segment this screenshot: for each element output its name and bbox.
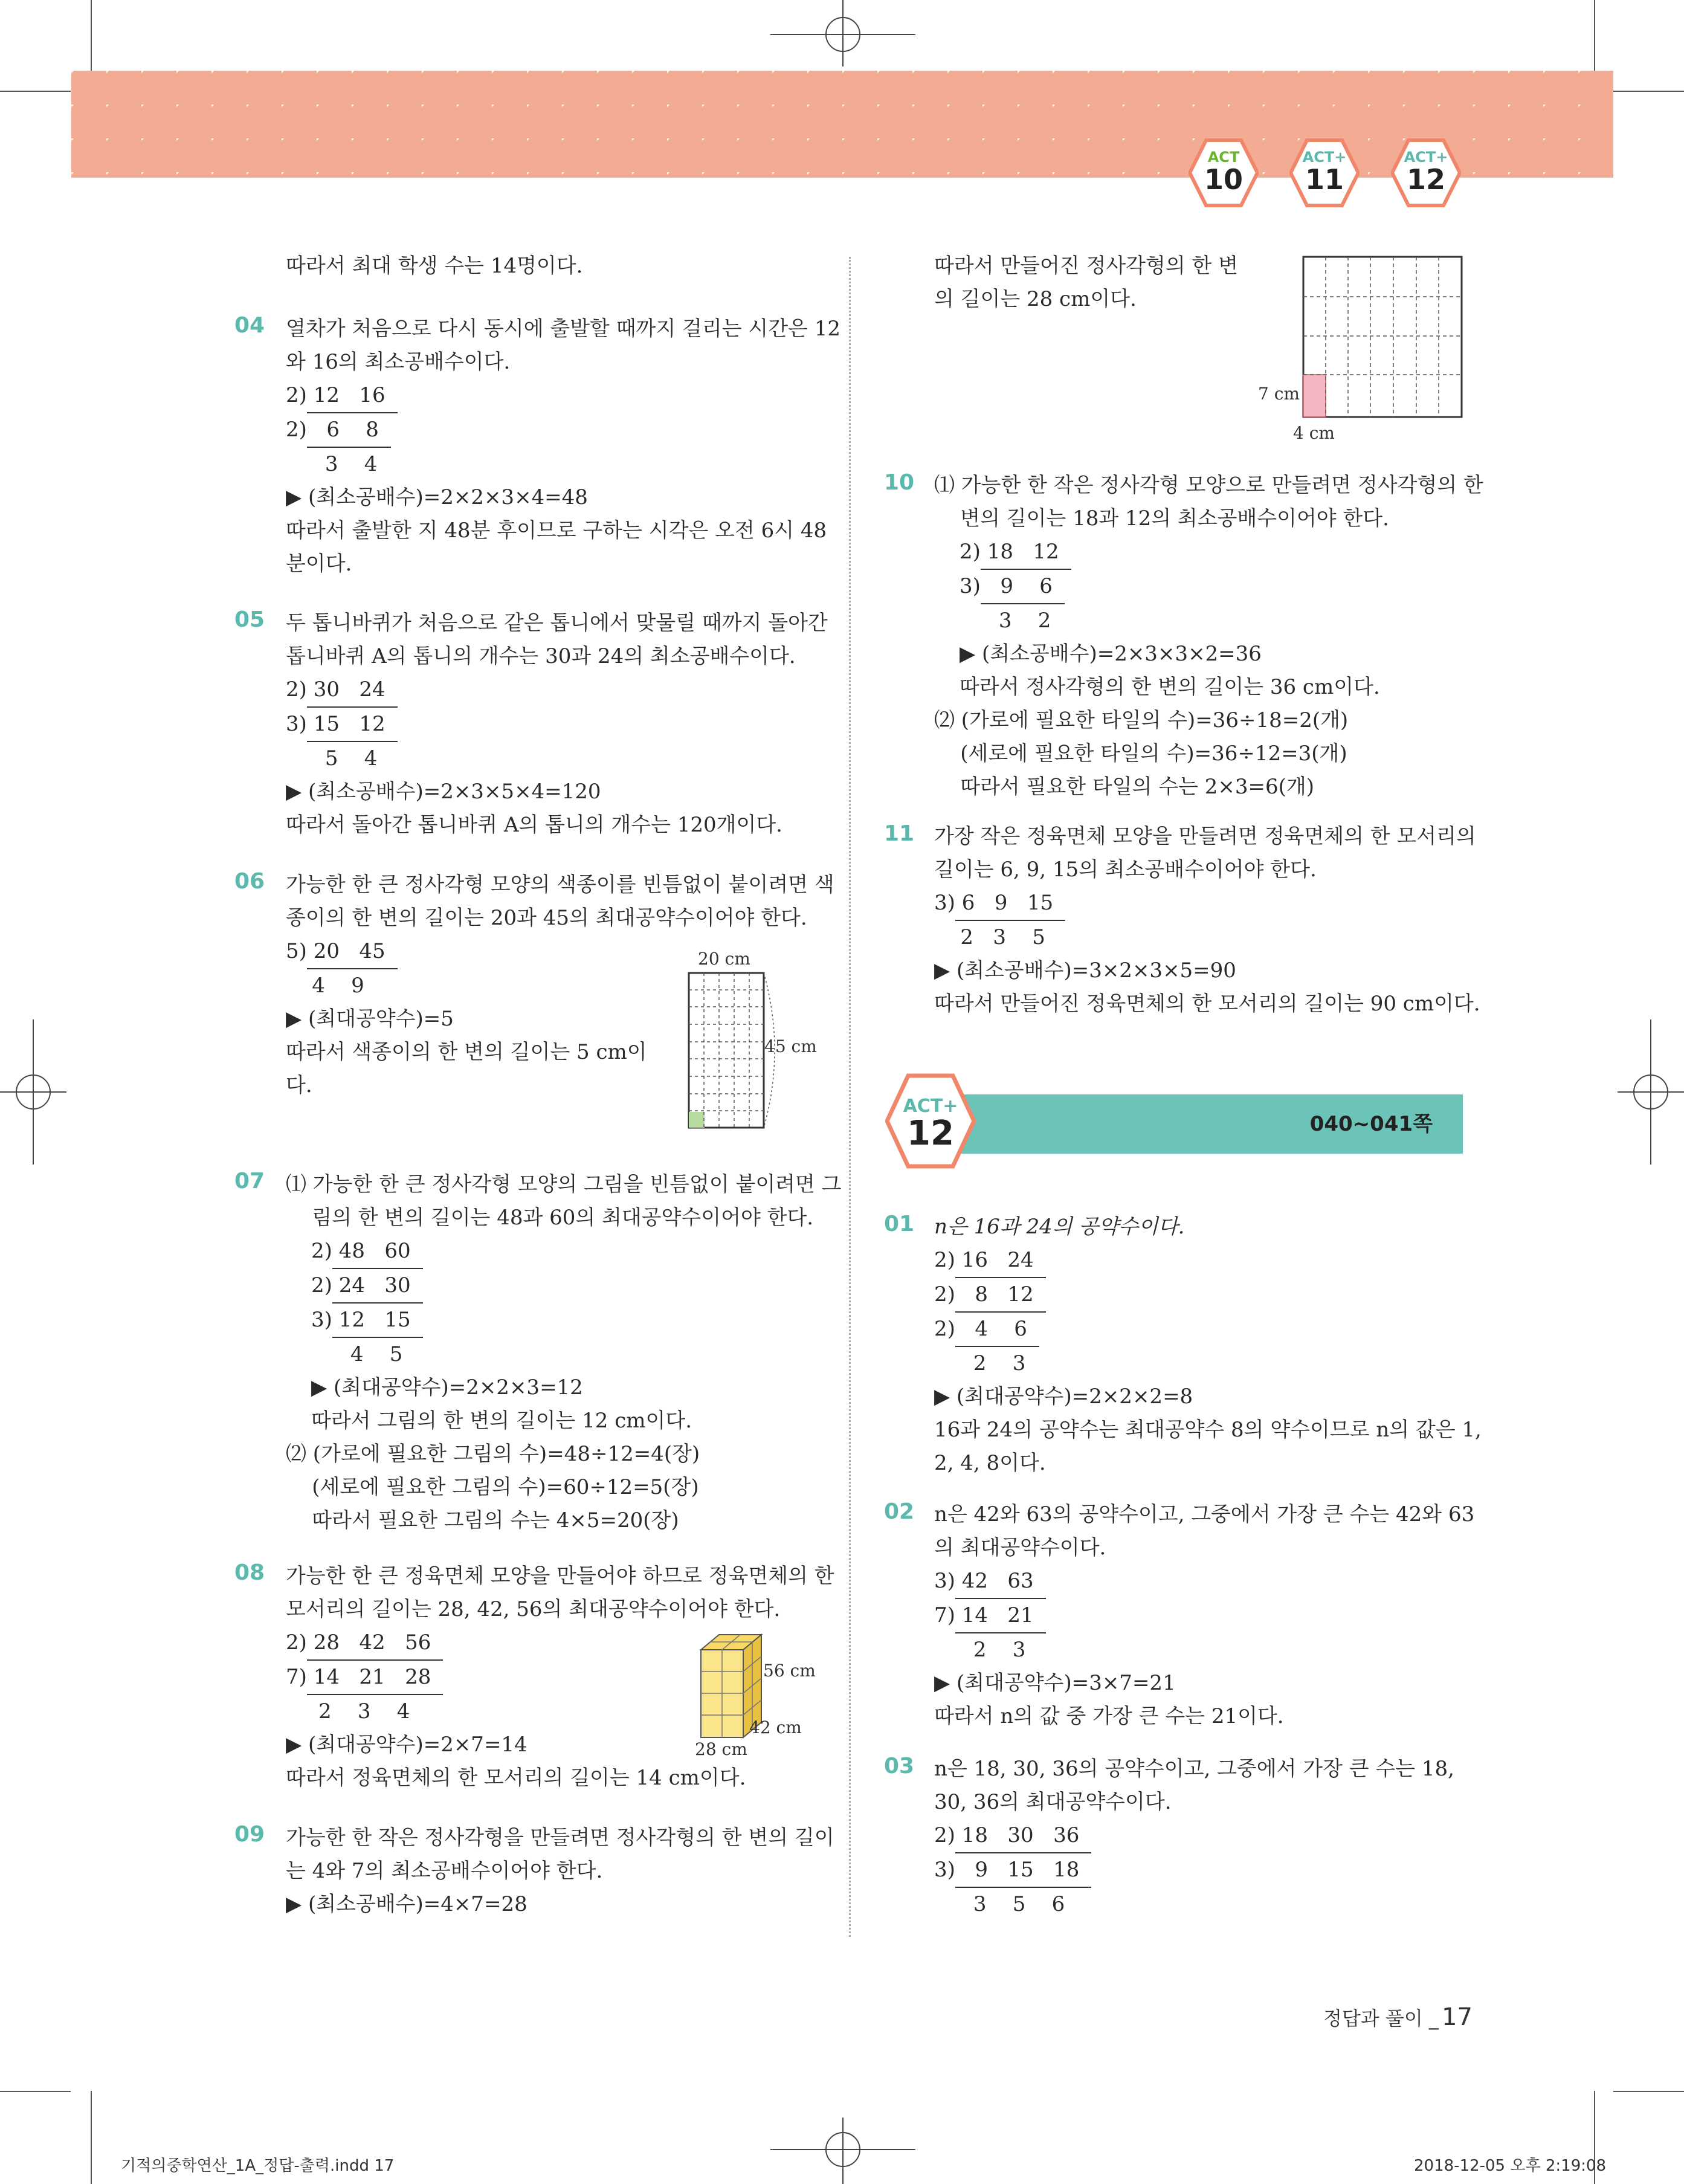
section-badge: ACT+ 12 [885,1073,976,1169]
problem-number: 07 [234,1169,265,1194]
division-row: 2) 24 30 [311,1269,842,1304]
figure-width-label: 28 cm [695,1739,747,1759]
division-row: 3) 42 63 [934,1565,1474,1599]
problem-11: 가장 작은 정육면체 모양을 만들려면 정육면체의 한 모서리의 길이는 6, 9, 15의 최소공배수이어야 한다. 3) 6 9 15 2 3 5 ▶ (최소공배수)=3×2×3×5=90 따라서 만들어진 정육면체의 한 모서리의 길이는 90 cm이다. [934,824,1480,1016]
page-number: 17 [1442,2003,1473,2031]
intro-text: 따라서 최대 학생 수는 14명이다. [286,254,583,278]
division-row: 2) 18 12 [960,535,1483,570]
registration-mark [770,2118,915,2184]
problem-05: 두 톱니바퀴가 처음으로 같은 톱니에서 맞물릴 때까지 돌아간 톱니바퀴 A의 톱니의 개수는 30과 24의 최소공배수이다. 2) 30 24 3) 15 12 5 4 ▶ (최소공배수)=2×3×5×4=120 따라서 돌아간 톱니바퀴 A의 톱니의 개수는 120개이다. [286,611,828,837]
division-row: 2) 28 42 56 [286,1626,834,1661]
registration-mark [0,1019,66,1165]
figure-height-label: 45 cm [764,1036,817,1056]
question-number: 03 [884,1754,915,1779]
question-03: n은 18, 30, 36의 공약수이고, 그중에서 가장 큰 수는 18, 30, 36의 최대공약수이다. 2) 18 30 36 3) 9 15 18 3 5 6 [934,1753,1454,1921]
act-badge-12: ACT+ 12 [1391,138,1461,208]
registration-mark [1618,1019,1684,1165]
crop-mark [1613,91,1684,92]
division-quotient: 3 2 [998,609,1051,633]
division-row: 2) 30 24 [286,673,828,708]
division-quotient: 4 9 [312,974,364,998]
division-quotient: 2 3 4 [318,1699,410,1724]
problem-number: 11 [884,821,915,846]
problem-number: 09 [234,1822,265,1847]
section-header-bar [924,1094,1463,1154]
print-file-info: 기적의중학연산_1A_정답-출력.indd 17 [121,2157,395,2175]
division-row: 2) 4 6 [934,1313,1482,1347]
figure-height-label: 7 cm [1258,384,1300,404]
question-01: n은 16과 24의 공약수이다. 2) 16 24 2) 8 12 2) 4 6 2 3 ▶ (최대공약수)=2×2×2=8 16과 24의 공약수는 최대공약수 8의 약수이므로 n의 값은 1, 2, 4, 8이다. [934,1215,1482,1475]
division-row: 2) 48 60 [311,1235,842,1269]
question-number: 01 [884,1212,915,1236]
problem-09-continued: 따라서 만들어진 정사각형의 한 변 의 길이는 28 cm이다. [934,254,1239,311]
division-row: 2) 6 8 [286,413,840,448]
division-row: 2) 12 16 [286,379,840,413]
act-badge-10: ACT 10 [1189,138,1259,208]
crop-mark [91,2091,92,2184]
print-timestamp: 2018-12-05 오후 2:19:08 [1414,2157,1607,2175]
problem-04: 열차가 처음으로 다시 동시에 출발할 때까지 걸리는 시간은 12 와 16의 최소공배수이다. 2) 12 16 2) 6 8 3 4 ▶ (최소공배수)=2×2×3×4=48 따라서 출발한 지 48분 후이므로 구하는 시각은 오전 6시 48 분이다. [286,317,840,576]
crop-mark [1613,2091,1684,2092]
crop-mark [91,0,92,71]
problem-number: 06 [234,869,265,894]
problem-number: 10 [884,470,915,495]
division-quotient: 5 4 [324,746,378,771]
crop-mark [0,91,71,92]
division-quotient: 3 4 [324,452,378,476]
question-02: n은 42와 63의 공약수이고, 그중에서 가장 큰 수는 42와 63 의 최대공약수이다. 3) 42 63 7) 14 21 2 3 ▶ (최대공약수)=3×7=21 따라서 n의 값 중 가장 큰 수는 21이다. [934,1502,1475,1728]
division-quotient: 2 3 [973,1351,1026,1375]
division-row: 3) 15 12 [286,708,828,742]
problem-07: ⑴ 가능한 한 큰 정사각형 모양의 그림을 빈틈없이 붙이려면 그 림의 한 변의 길이는 48과 60의 최대공약수이어야 한다. 2) 48 60 2) 24 30 3) 12 15 4 5 ▶ (최대공약수)=2×2×3=12 따라서 그림의 한 변의 길이는 12 cm이다. ⑵ (가로에 필요한 그림의 수)=48÷12=4(장) (세로에 필요한 그림의 수)=60÷12=5(장) 따라서 필요한 그림의 수는 4×5=20(장) [286,1172,842,1533]
division-row: 3) 12 15 [311,1304,842,1338]
figure-depth-label: 42 cm [749,1717,802,1737]
figure-height-label: 56 cm [763,1661,816,1681]
section-pages: 040~041쪽 [1309,1112,1433,1136]
paper-tiling-figure [683,967,786,1136]
division-row: 7) 14 21 [934,1599,1474,1633]
tile-grid-figure [1299,254,1465,423]
division-row: 5) 20 45 [286,935,834,969]
division-row: 3) 9 6 [960,570,1483,604]
division-quotient: 2 3 5 [960,925,1045,949]
registration-mark [770,0,915,66]
division-row: 7) 14 21 28 [286,1661,834,1695]
column-divider [849,257,851,1937]
problem-06: 가능한 한 큰 정사각형 모양의 색종이를 빈틈없이 붙이려면 색 종이의 한 변의 길이는 20과 45의 최대공약수이어야 한다. 5) 20 45 4 9 ▶ (최대공약수)=5 따라서 색종이의 한 변의 길이는 5 cm이 다. [286,873,834,1097]
figure-width-label: 4 cm [1293,423,1335,443]
problem-number: 08 [234,1560,265,1585]
division-quotient: 2 3 [973,1638,1026,1662]
crop-mark [1594,0,1595,71]
division-row: 3) 9 15 18 [934,1853,1454,1888]
page-footer: 정답과 풀이 _ 17 [1323,2003,1473,2031]
header-banner [71,71,1613,178]
question-number: 02 [884,1499,915,1524]
division-quotient: 4 5 [350,1342,403,1366]
division-row: 2) 8 12 [934,1278,1482,1313]
figure-width-label: 20 cm [698,949,750,969]
division-row: 2) 16 24 [934,1244,1482,1278]
problem-08: 가능한 한 큰 정육면체 모양을 만들어야 하므로 정육면체의 한 모서리의 길이는 28, 42, 56의 최대공약수이어야 한다. 2) 28 42 56 7) 14 21 28 2 3 4 ▶ (최대공약수)=2×7=14 따라서 정육면체의 한 모서리의 길이는 14 cm이다. [286,1564,834,1790]
act-badge-11: ACT+ 11 [1289,138,1360,208]
problem-number: 04 [234,313,265,338]
crop-mark [0,2091,71,2092]
problem-number: 05 [234,607,265,632]
problem-10: ⑴ 가능한 한 작은 정사각형 모양으로 만들려면 정사각형의 한 변의 길이는 18과 12의 최소공배수이어야 한다. 2) 18 12 3) 9 6 3 2 ▶ (최소공배수)=2×3×3×2=36 따라서 정사각형의 한 변의 길이는 36 cm이다. ⑵ (가로에 필요한 타일의 수)=36÷18=2(개) (세로에 필요한 타일의 수)=36÷12=3(개) 따라서 필요한 타일의 수는 2×3=6(개) [934,473,1483,799]
division-row: 2) 18 30 36 [934,1819,1454,1853]
division-row: 3) 6 9 15 [934,887,1480,921]
problem-09: 가능한 한 작은 정사각형을 만들려면 정사각형의 한 변의 길이 는 4와 7의 최소공배수이어야 한다. ▶ (최소공배수)=4×7=28 [286,1826,834,1916]
division-quotient: 3 5 6 [973,1892,1065,1916]
